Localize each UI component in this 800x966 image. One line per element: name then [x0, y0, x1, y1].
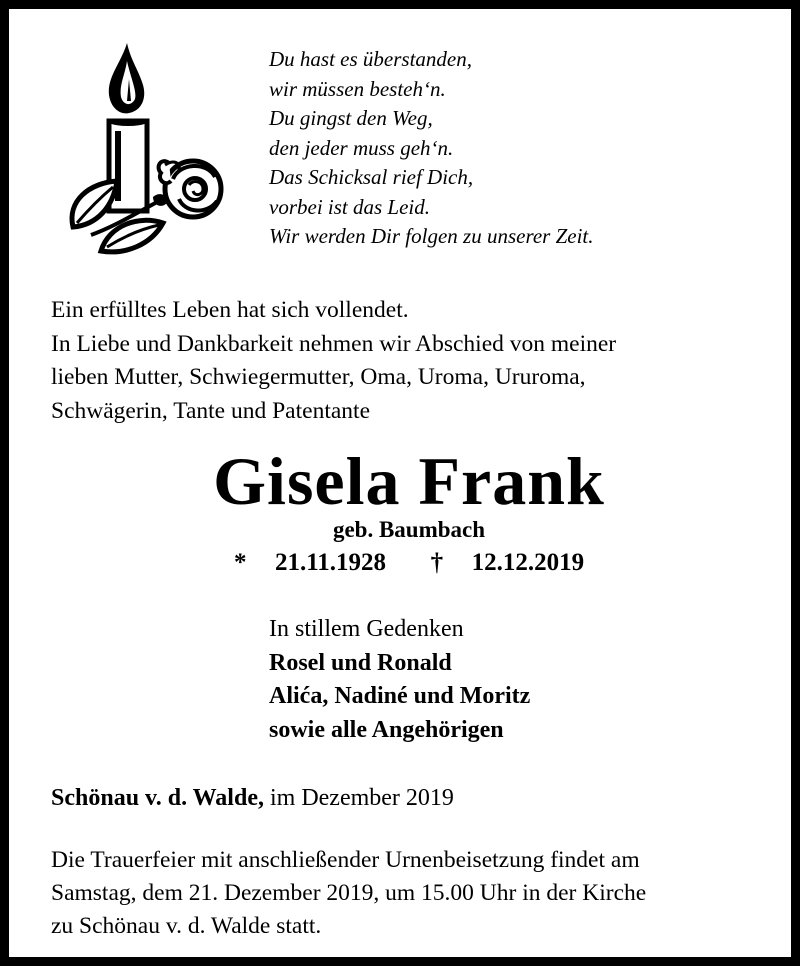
intro-text	[51, 294, 616, 428]
intro-line: lieben Mutter, Schwiegermutter, Oma, Uroma, Ururoma,	[51, 364, 586, 390]
place-date	[51, 782, 454, 814]
poem-line: vorbei ist das Leid.	[269, 194, 430, 219]
poem	[269, 45, 594, 252]
mourner-name: Rosel und Ronald	[269, 649, 452, 676]
death-date: 12.12.2019	[471, 549, 585, 576]
ceremony-info	[51, 844, 646, 943]
ceremony-line: zu Schönau v. d. Walde statt.	[51, 913, 322, 939]
poem-line: wir müssen besteh‘n.	[269, 76, 446, 101]
mourner-name: sowie alle Angehörigen	[269, 716, 504, 743]
birth-date: 21.11.1928	[274, 549, 387, 576]
poem-line: Du hast es überstanden,	[269, 47, 472, 71]
intro-line: In Liebe und Dankbarkeit nehmen wir Abschied von meiner	[51, 330, 617, 357]
ceremony-line: Samstag, dem 21. Dezember 2019, um 15.00 Uhr in der Kirche	[51, 880, 647, 906]
maiden-name: geb. Baumbach	[332, 517, 486, 542]
death-symbol: †	[430, 549, 444, 576]
poem-line: Das Schicksal rief Dich,	[269, 165, 474, 189]
birth-symbol: *	[233, 549, 247, 576]
intro-line: Ein erfülltes Leben hat sich vollendet.	[51, 297, 409, 323]
poem-line: den jeder muss geh‘n.	[269, 135, 454, 160]
life-dates	[9, 547, 800, 579]
mourner-name: Alića, Nadiné und Moritz	[269, 683, 531, 709]
mourners	[269, 613, 530, 747]
poem-line: Du gingst den Weg,	[269, 106, 433, 130]
poem-line: Wir werden Dir folgen zu unserer Zeit.	[269, 224, 594, 248]
candle-rose-icon	[61, 39, 231, 259]
mourners-heading: In stillem Gedenken	[269, 616, 464, 642]
date: im Dezember 2019	[269, 785, 454, 811]
intro-line: Schwägerin, Tante und Patentante	[51, 397, 370, 424]
ceremony-line: Die Trauerfeier mit anschließender Urnenbeisetzung findet am	[51, 847, 640, 873]
place: Schönau v. d. Walde,	[51, 785, 264, 811]
deceased-name: Gisela Frank	[213, 443, 605, 519]
